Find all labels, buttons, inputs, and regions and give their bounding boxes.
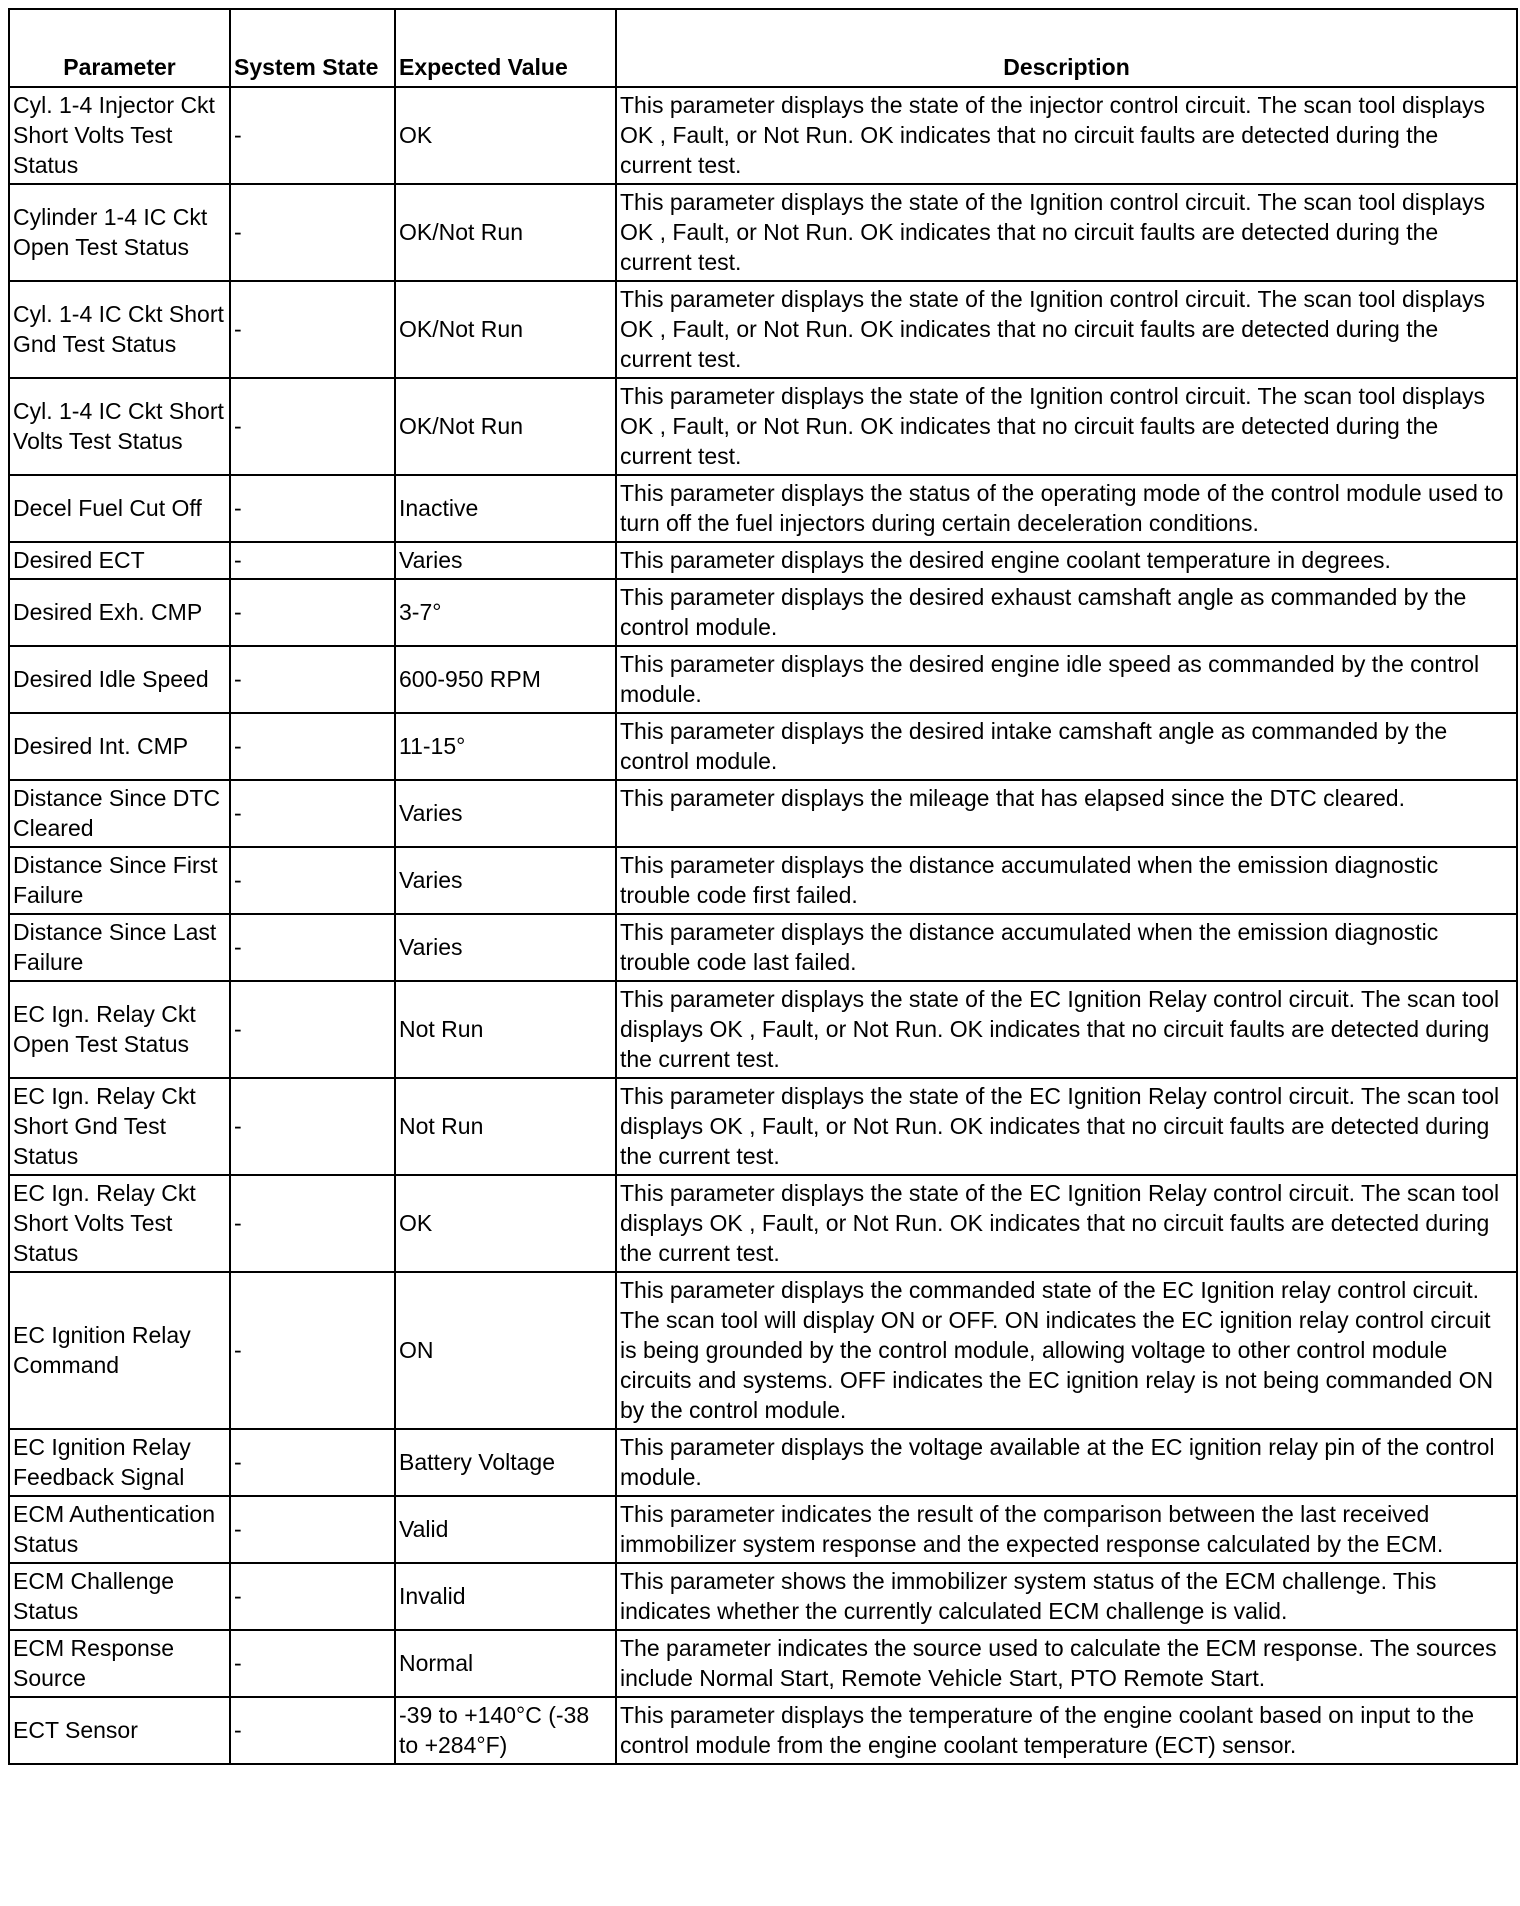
cell-description: This parameter displays the desired engine coolant temperature in degrees. <box>616 542 1517 579</box>
cell-parameter: Desired Int. CMP <box>9 713 230 780</box>
table-row <box>9 1272 1517 1429</box>
cell-expected-value: OK <box>395 1175 616 1272</box>
cell-parameter: Distance Since Last Failure <box>9 914 230 981</box>
cell-system-state: - <box>230 281 395 378</box>
table-row <box>9 713 1517 780</box>
cell-expected-value: OK <box>395 87 616 184</box>
cell-parameter: Cyl. 1-4 IC Ckt Short Gnd Test Status <box>9 281 230 378</box>
cell-description: This parameter displays the status of the operating mode of the control module used to turn off the fuel injectors during certain deceleration conditions. <box>616 475 1517 542</box>
cell-description: This parameter displays the distance accumulated when the emission diagnostic trouble code first failed. <box>616 847 1517 914</box>
header-system-state: System State <box>230 9 395 87</box>
cell-system-state: - <box>230 646 395 713</box>
table-row <box>9 914 1517 981</box>
cell-description: This parameter displays the state of the Ignition control circuit. The scan tool displays OK , Fault, or Not Run. OK indicates that no circuit faults are detected during the current test. <box>616 184 1517 281</box>
table-row <box>9 1563 1517 1630</box>
cell-system-state: - <box>230 579 395 646</box>
cell-description: The parameter indicates the source used to calculate the ECM response. The sources include Normal Start, Remote Vehicle Start, PTO Remote Start. <box>616 1630 1517 1697</box>
cell-system-state: - <box>230 378 395 475</box>
cell-expected-value: OK/Not Run <box>395 281 616 378</box>
cell-expected-value: Varies <box>395 780 616 847</box>
table-row <box>9 542 1517 579</box>
cell-parameter: Desired Idle Speed <box>9 646 230 713</box>
cell-parameter: EC Ignition Relay Feedback Signal <box>9 1429 230 1496</box>
cell-parameter: EC Ign. Relay Ckt Short Gnd Test Status <box>9 1078 230 1175</box>
table-row <box>9 981 1517 1078</box>
cell-description: This parameter displays the commanded state of the EC Ignition relay control circuit. The scan tool will display ON or OFF. ON indicates the EC ignition relay control circuit is being grounded by the control module, allowing voltage to other control module circuits and systems. OFF indicates the EC ignition relay is not being commanded ON by the control module. <box>616 1272 1517 1429</box>
cell-system-state: - <box>230 713 395 780</box>
cell-parameter: Cylinder 1-4 IC Ckt Open Test Status <box>9 184 230 281</box>
cell-system-state: - <box>230 914 395 981</box>
table-row <box>9 378 1517 475</box>
cell-system-state: - <box>230 1429 395 1496</box>
table-row <box>9 847 1517 914</box>
cell-system-state: - <box>230 184 395 281</box>
cell-description: This parameter displays the mileage that has elapsed since the DTC cleared. <box>616 780 1517 847</box>
cell-system-state: - <box>230 1272 395 1429</box>
cell-system-state: - <box>230 1563 395 1630</box>
cell-expected-value: 11-15° <box>395 713 616 780</box>
cell-description: This parameter shows the immobilizer system status of the ECM challenge. This indicates whether the currently calculated ECM challenge is valid. <box>616 1563 1517 1630</box>
cell-description: This parameter indicates the result of the comparison between the last received immobilizer system response and the expected response calculated by the ECM. <box>616 1496 1517 1563</box>
cell-system-state: - <box>230 87 395 184</box>
table-row <box>9 579 1517 646</box>
cell-description: This parameter displays the state of the Ignition control circuit. The scan tool displays OK , Fault, or Not Run. OK indicates that no circuit faults are detected during the current test. <box>616 281 1517 378</box>
cell-parameter: Desired Exh. CMP <box>9 579 230 646</box>
cell-description: This parameter displays the desired engine idle speed as commanded by the control module. <box>616 646 1517 713</box>
cell-system-state: - <box>230 981 395 1078</box>
cell-description: This parameter displays the state of the Ignition control circuit. The scan tool displays OK , Fault, or Not Run. OK indicates that no circuit faults are detected during the current test. <box>616 378 1517 475</box>
table-row <box>9 1630 1517 1697</box>
table-row <box>9 475 1517 542</box>
cell-description: This parameter displays the desired exhaust camshaft angle as commanded by the control module. <box>616 579 1517 646</box>
cell-description: This parameter displays the distance accumulated when the emission diagnostic trouble code last failed. <box>616 914 1517 981</box>
cell-parameter: Distance Since DTC Cleared <box>9 780 230 847</box>
cell-parameter: EC Ign. Relay Ckt Open Test Status <box>9 981 230 1078</box>
cell-expected-value: ON <box>395 1272 616 1429</box>
cell-parameter: Cyl. 1-4 IC Ckt Short Volts Test Status <box>9 378 230 475</box>
cell-expected-value: Invalid <box>395 1563 616 1630</box>
cell-expected-value: Varies <box>395 847 616 914</box>
cell-description: This parameter displays the state of the EC Ignition Relay control circuit. The scan tool displays OK , Fault, or Not Run. OK indicates that no circuit faults are detected during the current test. <box>616 1078 1517 1175</box>
header-description: Description <box>616 9 1517 87</box>
table-row <box>9 1175 1517 1272</box>
cell-description: This parameter displays the state of the EC Ignition Relay control circuit. The scan tool displays OK , Fault, or Not Run. OK indicates that no circuit faults are detected during the current test. <box>616 981 1517 1078</box>
cell-parameter: EC Ign. Relay Ckt Short Volts Test Status <box>9 1175 230 1272</box>
cell-expected-value: Varies <box>395 542 616 579</box>
cell-system-state: - <box>230 1697 395 1764</box>
table-row <box>9 1078 1517 1175</box>
cell-parameter: Desired ECT <box>9 542 230 579</box>
cell-expected-value: 600-950 RPM <box>395 646 616 713</box>
cell-system-state: - <box>230 475 395 542</box>
cell-expected-value: -39 to +140°C (-38 to +284°F) <box>395 1697 616 1764</box>
parameter-table <box>8 8 1518 1765</box>
cell-description: This parameter displays the voltage available at the EC ignition relay pin of the control module. <box>616 1429 1517 1496</box>
cell-parameter: Distance Since First Failure <box>9 847 230 914</box>
cell-system-state: - <box>230 1175 395 1272</box>
table-row <box>9 1697 1517 1764</box>
cell-expected-value: Valid <box>395 1496 616 1563</box>
cell-system-state: - <box>230 542 395 579</box>
cell-parameter: ECM Authentication Status <box>9 1496 230 1563</box>
cell-parameter: EC Ignition Relay Command <box>9 1272 230 1429</box>
table-row <box>9 281 1517 378</box>
cell-parameter: Decel Fuel Cut Off <box>9 475 230 542</box>
cell-expected-value: Battery Voltage <box>395 1429 616 1496</box>
header-expected-value: Expected Value <box>395 9 616 87</box>
cell-parameter: Cyl. 1-4 Injector Ckt Short Volts Test Status <box>9 87 230 184</box>
cell-description: This parameter displays the desired intake camshaft angle as commanded by the control module. <box>616 713 1517 780</box>
cell-parameter: ECM Response Source <box>9 1630 230 1697</box>
cell-system-state: - <box>230 847 395 914</box>
cell-expected-value: Not Run <box>395 981 616 1078</box>
header-row <box>9 9 1517 87</box>
table-row <box>9 87 1517 184</box>
cell-expected-value: 3-7° <box>395 579 616 646</box>
cell-expected-value: Varies <box>395 914 616 981</box>
cell-system-state: - <box>230 1078 395 1175</box>
cell-parameter: ECT Sensor <box>9 1697 230 1764</box>
table-row <box>9 646 1517 713</box>
cell-expected-value: Normal <box>395 1630 616 1697</box>
cell-system-state: - <box>230 1496 395 1563</box>
cell-expected-value: OK/Not Run <box>395 184 616 281</box>
cell-expected-value: OK/Not Run <box>395 378 616 475</box>
cell-parameter: ECM Challenge Status <box>9 1563 230 1630</box>
cell-description: This parameter displays the state of the EC Ignition Relay control circuit. The scan tool displays OK , Fault, or Not Run. OK indicates that no circuit faults are detected during the current test. <box>616 1175 1517 1272</box>
cell-system-state: - <box>230 780 395 847</box>
table-row <box>9 780 1517 847</box>
cell-expected-value: Not Run <box>395 1078 616 1175</box>
cell-system-state: - <box>230 1630 395 1697</box>
table-row <box>9 184 1517 281</box>
cell-description: This parameter displays the temperature of the engine coolant based on input to the control module from the engine coolant temperature (ECT) sensor. <box>616 1697 1517 1764</box>
cell-description: This parameter displays the state of the injector control circuit. The scan tool displays OK , Fault, or Not Run. OK indicates that no circuit faults are detected during the current test. <box>616 87 1517 184</box>
table-row <box>9 1429 1517 1496</box>
cell-expected-value: Inactive <box>395 475 616 542</box>
header-parameter: Parameter <box>9 9 230 87</box>
table-row <box>9 1496 1517 1563</box>
